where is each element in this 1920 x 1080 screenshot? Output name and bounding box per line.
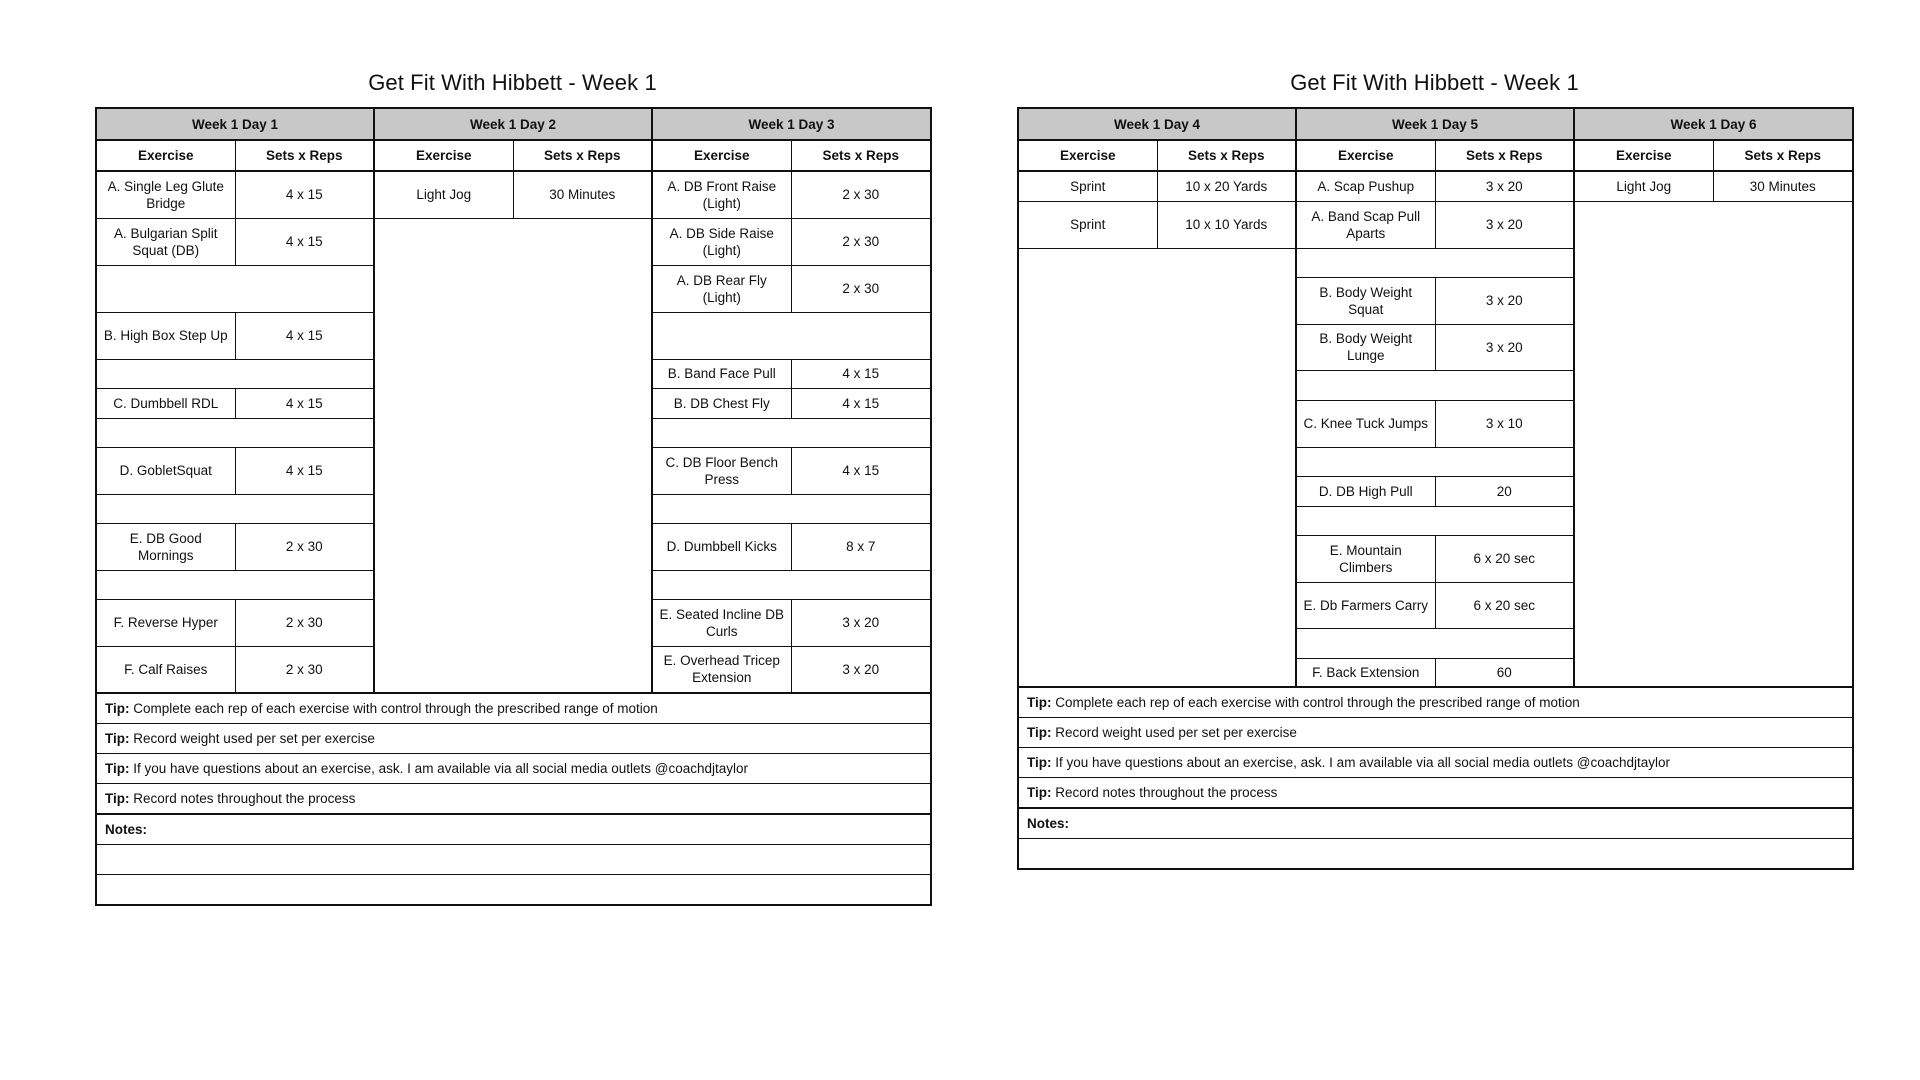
exercise-cell: F. Calf Raises [96,646,235,693]
exercise-cell: F. Back Extension [1296,658,1435,687]
exercise-cell: Sprint [1018,171,1157,201]
exercise-cell: D. Dumbbell Kicks [652,523,791,570]
sets-cell: 4 x 15 [235,312,374,359]
spacer-cell [652,418,931,447]
exercise-cell: B. High Box Step Up [96,312,235,359]
exercise-cell: D. GobletSquat [96,447,235,494]
sets-cell: 4 x 15 [235,218,374,265]
tip-row [96,754,931,784]
column-header-exercise: Exercise [96,140,235,171]
workout-table-left [95,107,932,906]
exercise-cell: A. DB Front Raise (Light) [652,171,791,218]
tip-label: Tip: [105,701,130,716]
tip-text: Record weight used per set per exercise [1055,725,1297,740]
exercise-cell: C. Knee Tuck Jumps [1296,400,1435,447]
exercise-cell: B. Body Weight Lunge [1296,324,1435,370]
spacer-cell [652,312,931,359]
table-row [1018,201,1853,248]
sets-cell: 2 x 30 [235,646,374,693]
sets-cell: 20 [1435,476,1574,506]
column-header-sets: Sets x Reps [1713,140,1853,171]
sheet-title: Get Fit With Hibbett - Week 1 [1290,70,1579,95]
column-header-sets: Sets x Reps [235,140,374,171]
sets-cell: 3 x 20 [1435,201,1574,248]
notes-row [1018,808,1853,839]
sets-cell: 2 x 30 [235,599,374,646]
sets-cell: 10 x 20 Yards [1157,171,1296,201]
sets-cell: 8 x 7 [791,523,931,570]
notes-row [96,814,931,845]
sets-cell: 4 x 15 [791,388,931,418]
tip-label: Tip: [105,761,130,776]
spacer-cell [1296,628,1574,658]
exercise-cell: A. DB Rear Fly (Light) [652,265,791,312]
sets-cell: 60 [1435,658,1574,687]
exercise-cell: A. Band Scap Pull Aparts [1296,201,1435,248]
sets-cell: 3 x 20 [791,646,931,693]
notes-label: Notes: [1027,816,1070,831]
exercise-cell: Light Jog [374,171,513,218]
tip-text: If you have questions about an exercise, ask. I am available via all social media outlets @coachdjtaylor [133,761,749,776]
tip-row [1018,748,1853,778]
tip-label: Tip: [1027,755,1052,770]
sets-cell: 2 x 30 [791,265,931,312]
exercise-cell: A. DB Side Raise (Light) [652,218,791,265]
notes-line [96,845,931,875]
spacer-cell [96,359,374,388]
sets-cell: 2 x 30 [235,523,374,570]
tip-row [1018,778,1853,809]
table-row [96,218,931,265]
exercise-cell: Light Jog [1574,171,1713,201]
day-header: Week 1 Day 3 [652,108,931,140]
column-header-sets: Sets x Reps [1157,140,1296,171]
column-header-exercise: Exercise [652,140,791,171]
sets-cell: 4 x 15 [235,171,374,218]
tip-row [96,724,931,754]
sheet-title: Get Fit With Hibbett - Week 1 [368,70,657,95]
day-header: Week 1 Day 5 [1296,108,1574,140]
sets-cell: 3 x 20 [1435,171,1574,201]
sets-cell: 3 x 20 [791,599,931,646]
tip-label: Tip: [105,791,130,806]
spacer-cell [652,494,931,523]
sets-cell: 10 x 10 Yards [1157,201,1296,248]
tip-row [1018,687,1853,718]
spacer-cell [96,494,374,523]
sets-cell: 4 x 15 [235,447,374,494]
exercise-cell: A. Single Leg Glute Bridge [96,171,235,218]
sets-cell: 30 Minutes [1713,171,1853,201]
exercise-cell: Sprint [1018,201,1157,248]
day-header: Week 1 Day 6 [1574,108,1853,140]
day-header: Week 1 Day 4 [1018,108,1296,140]
tip-text: Complete each rep of each exercise with control through the prescribed range of motion [1055,695,1580,710]
sets-cell: 2 x 30 [791,218,931,265]
tip-label: Tip: [105,731,130,746]
sets-cell: 4 x 15 [235,388,374,418]
empty-day-area [374,218,652,693]
notes-line [96,875,931,906]
sets-cell: 3 x 20 [1435,324,1574,370]
tip-label: Tip: [1027,695,1052,710]
column-header-exercise: Exercise [1018,140,1157,171]
spacer-cell [1296,248,1574,277]
spacer-cell [96,265,374,312]
tip-text: Record notes throughout the process [133,791,356,806]
exercise-cell: E. DB Good Mornings [96,523,235,570]
exercise-cell: D. DB High Pull [1296,476,1435,506]
exercise-cell: E. Db Farmers Carry [1296,582,1435,628]
tip-row [96,693,931,724]
spacer-cell [1296,447,1574,476]
notes-line [1018,839,1853,870]
exercise-cell: E. Overhead Tricep Extension [652,646,791,693]
exercise-cell: C. DB Floor Bench Press [652,447,791,494]
day-header: Week 1 Day 1 [96,108,374,140]
sets-cell: 2 x 30 [791,171,931,218]
sets-cell: 4 x 15 [791,359,931,388]
exercise-cell: E. Seated Incline DB Curls [652,599,791,646]
column-header-exercise: Exercise [1296,140,1435,171]
empty-day-area [1574,201,1853,687]
exercise-cell: F. Reverse Hyper [96,599,235,646]
exercise-cell: B. DB Chest Fly [652,388,791,418]
tip-label: Tip: [1027,725,1052,740]
notes-label: Notes: [105,822,148,837]
tip-row [1018,718,1853,748]
exercise-cell: A. Bulgarian Split Squat (DB) [96,218,235,265]
column-header-sets: Sets x Reps [791,140,931,171]
exercise-cell: B. Body Weight Squat [1296,277,1435,324]
spacer-cell [1296,370,1574,400]
column-header-sets: Sets x Reps [513,140,652,171]
tip-text: Record notes throughout the process [1055,785,1278,800]
exercise-cell: C. Dumbbell RDL [96,388,235,418]
exercise-cell: A. Scap Pushup [1296,171,1435,201]
tip-label: Tip: [1027,785,1052,800]
tip-text: If you have questions about an exercise, ask. I am available via all social media outlets @coachdjtaylor [1055,755,1671,770]
workout-table-right [1017,107,1854,870]
column-header-sets: Sets x Reps [1435,140,1574,171]
tip-text: Complete each rep of each exercise with control through the prescribed range of motion [133,701,658,716]
spacer-cell [96,570,374,599]
sets-cell: 4 x 15 [791,447,931,494]
exercise-cell: B. Band Face Pull [652,359,791,388]
sets-cell: 30 Minutes [513,171,652,218]
exercise-cell: E. Mountain Climbers [1296,535,1435,582]
column-header-exercise: Exercise [374,140,513,171]
sets-cell: 6 x 20 sec [1435,535,1574,582]
column-header-exercise: Exercise [1574,140,1713,171]
tip-text: Record weight used per set per exercise [133,731,375,746]
sets-cell: 3 x 10 [1435,400,1574,447]
spacer-cell [1296,506,1574,535]
day-header: Week 1 Day 2 [374,108,652,140]
table-row [96,171,931,218]
spacer-cell [652,570,931,599]
tip-row [96,784,931,815]
sets-cell: 3 x 20 [1435,277,1574,324]
spacer-cell [96,418,374,447]
sets-cell: 6 x 20 sec [1435,582,1574,628]
empty-day-area [1018,248,1296,687]
table-row [1018,171,1853,201]
